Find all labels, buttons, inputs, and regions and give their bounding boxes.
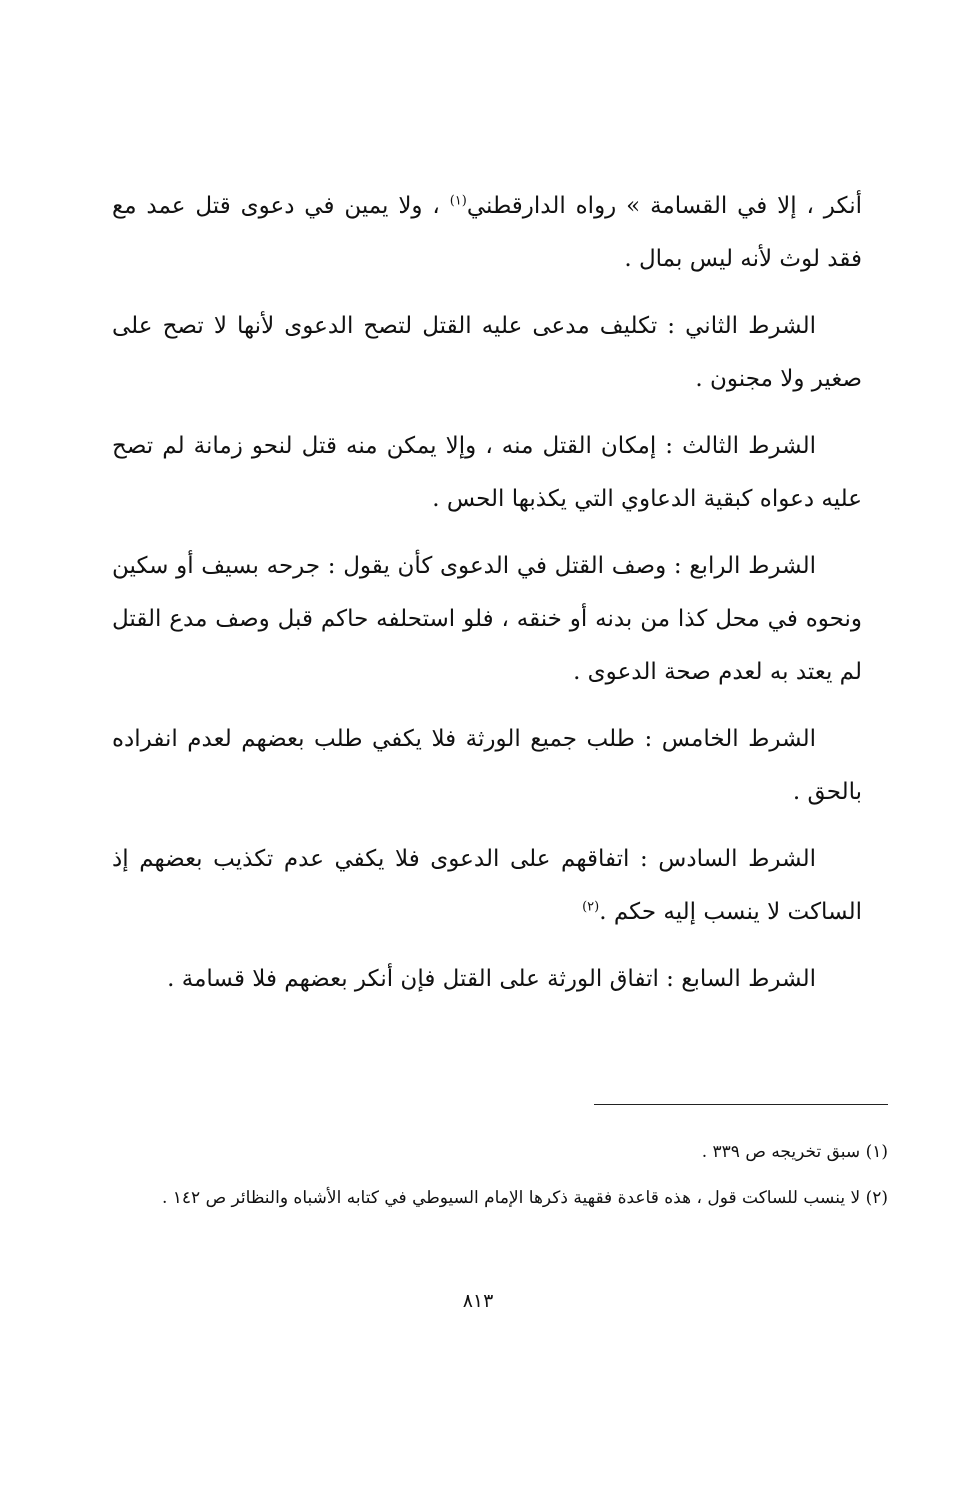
paragraph-condition-2: الشرط الثاني : تكليف مدعى عليه القتل لتصح الدعوى لأنها لا تصح على صغير ولا مجنون . — [112, 313, 862, 392]
paragraph-condition-5: الشرط الخامس : طلب جميع الورثة فلا يكفي طلب بعضهم لعدم انفراده بالحق . — [112, 726, 862, 805]
footnote-1: (١) سبق تخريجه ص ٣٣٩ . — [701, 1142, 888, 1162]
page-number: ٨١٣ — [462, 1290, 494, 1312]
paragraph-text: ، ولا يمين في دعوى قتل عمد مع فقد لوث لأنه ليس بمال . — [112, 193, 862, 272]
main-text — [112, 180, 862, 1020]
footnote-2: (٢) لا ينسب للساكت قول ، هذه قاعدة فقهية ذكرها الإمام السيوطي في كتابه الأشباه والنظائر ص ١٤٢ . — [161, 1188, 888, 1208]
footnotes — [112, 1134, 888, 1226]
paragraph-continuation — [112, 180, 862, 286]
footnote-reference-1[interactable]: (١) — [449, 193, 467, 209]
paragraph-text: أنكر ، إلا في القسامة » رواه الدارقطني — [466, 193, 862, 219]
paragraph-condition-4: الشرط الرابع : وصف القتل في الدعوى كأن يقول : جرحه بسيف أو سكين ونحوه في محل كذا من بدنه أو خنقه ، فلو استحلفه حاكم قبل وصف مدع القتل لم يعتد به لعدم صحة الدعوى . — [112, 553, 862, 685]
paragraph-condition-3: الشرط الثالث : إمكان القتل منه ، وإلا يمكن منه قتل لنحو زمانة لم تصح عليه دعواه كبقية الدعاوي التي يكذبها الحس . — [112, 433, 862, 512]
footnote-reference-2[interactable]: (٢) — [582, 899, 600, 915]
footnote-separator — [594, 1104, 888, 1105]
paragraph-condition-7: الشرط السابع : اتفاق الورثة على القتل فإن أنكر بعضهم فلا قسامة . — [167, 966, 816, 992]
paragraph-text: الشرط السادس : اتفاقهم على الدعوى فلا يكفي عدم تكذيب بعضهم إذ الساكت لا ينسب إليه حكم . — [112, 846, 862, 925]
paragraph-condition-6 — [112, 833, 862, 939]
